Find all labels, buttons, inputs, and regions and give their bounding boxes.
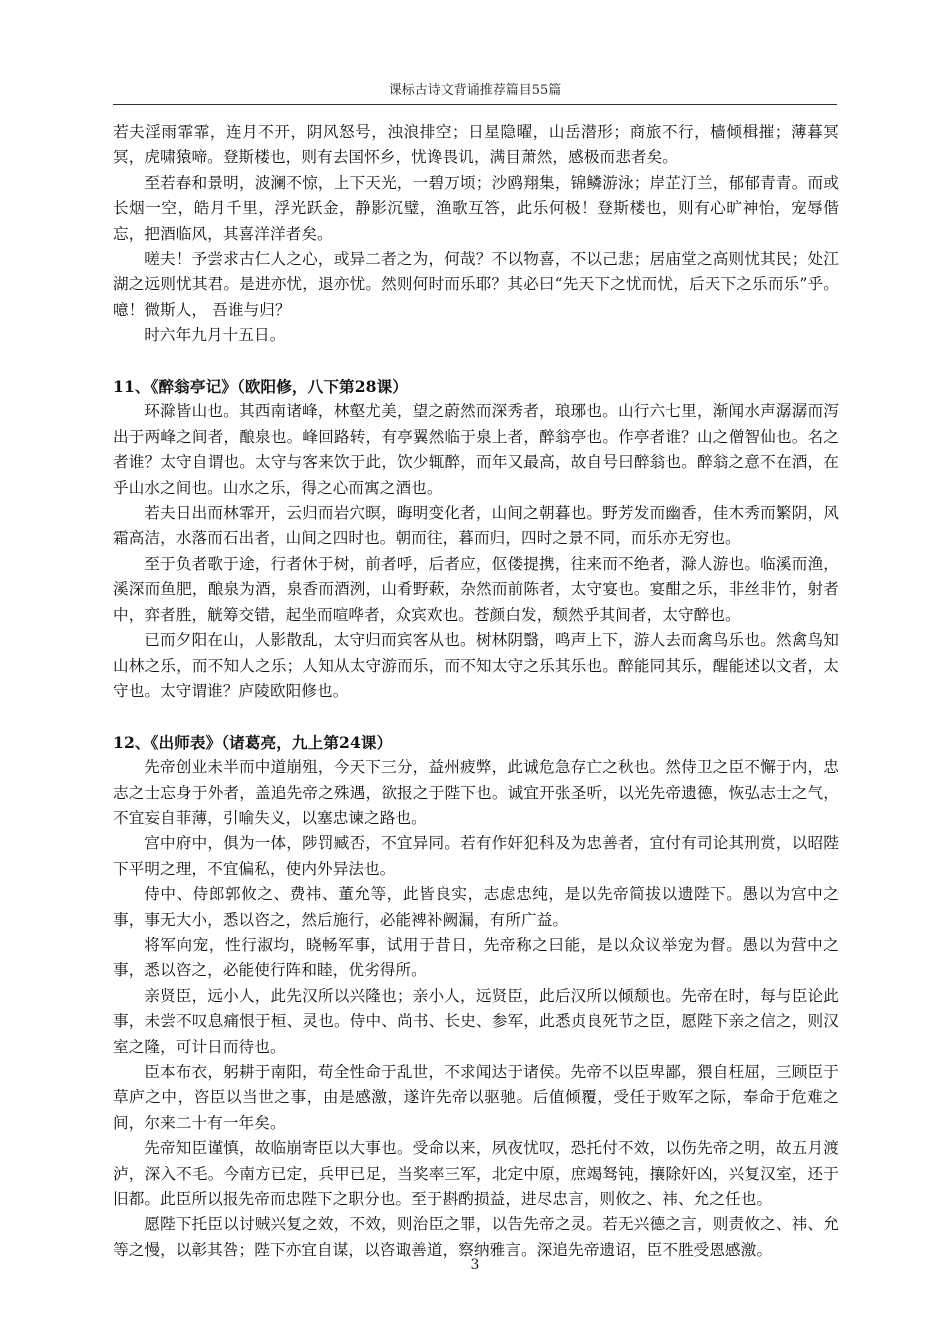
page-header: 课标古诗文背诵推荐篇目55篇 — [388, 83, 562, 98]
body-paragraph: 亲贤臣，远小人，此先汉所以兴隆也；亲小人，远贤臣，此后汉所以倾颓也。先帝在时，每与臣论此事，未尝不叹息痛恨于桓、灵也。侍中、尚书、长史、参军，此悉贞良死节之臣，愿陛下亲之信之，则汉室之隆，可计日而待也。 — [113, 986, 839, 1056]
body-paragraph: 愿陛下托臣以讨贼兴复之效，不效，则治臣之罪，以告先帝之灵。若无兴德之言，则责攸之、祎、允等之慢，以彰其咎；陛下亦宜自谋，以咨诹善道，察纳雅言。深追先帝遗诏，臣不胜受恩感激。 — [113, 1215, 839, 1259]
body-paragraph: 侍中、侍郎郭攸之、费祎、董允等，此皆良实，志虑忠纯，是以先帝简拔以遗陛下。愚以为宫中之事，事无大小，悉以咨之，然后施行，必能裨补阙漏，有所广益。 — [113, 885, 839, 929]
body-paragraph: 嗟夫！予尝求古仁人之心，或异二者之为，何哉？不以物喜，不以己悲；居庙堂之高则忧其民；处江湖之远则忧其君。是进亦忧，退亦忧。然则何时而乐耶？其必曰“先天下之忧而忧，后天下之乐而乐”乎。噫！微斯人， 吾谁与归？ — [113, 250, 839, 319]
body-paragraph: 至若春和景明，波澜不惊，上下天光，一碧万顷；沙鸥翔集，锦鳞游泳；岸芷汀兰，郁郁青青。而或长烟一空，皓月千里，浮光跃金，静影沉璧，渔歌互答，此乐何极！登斯楼也，则有心旷神怡，宠辱偕忘，把酒临风，其喜洋洋者矣。 — [113, 173, 839, 243]
body-paragraph: 时六年九月十五日。 — [144, 326, 286, 345]
body-paragraph: 先帝知臣谨慎，故临崩寄臣以大事也。受命以来，夙夜忧叹，恐托付不效，以伤先帝之明，故五月渡泸，深入不毛。今南方已定，兵甲已足，当奖率三军，北定中原，庶竭驽钝，攘除奸凶，兴复汉室，还于旧都。此臣所以报先帝而忠陛下之职分也。至于斟酌损益，进尽忠言，则攸之、祎、允之任也。 — [113, 1139, 839, 1209]
body-paragraph: 将军向宠，性行淑均，晓畅军事，试用于昔日，先帝称之曰能，是以众议举宠为督。愚以为营中之事，悉以咨之，必能使行阵和睦，优劣得所。 — [113, 935, 839, 980]
section-title: 12、《出师表》（诸葛亮，九上第24课） — [113, 732, 393, 752]
body-paragraph: 先帝创业未半而中道崩殂，今天下三分，益州疲弊，此诚危急存亡之秋也。然侍卫之臣不懈于内，忠志之士忘身于外者，盖追先帝之殊遇，欲报之于陛下也。诚宜开张圣听，以光先帝遗德，恢弘志士之气，不宜妄自菲薄，引喻失义，以塞忠谏之路也。 — [113, 758, 839, 827]
body-paragraph: 宫中府中，俱为一体，陟罚臧否，不宜异同。若有作奸犯科及为忠善者，宜付有司论其刑赏，以昭陛下平明之理，不宜偏私，使内外异法也。 — [113, 834, 839, 878]
body-paragraph: 若夫淫雨霏霏，连月不开，阴风怒号，浊浪排空；日星隐曜，山岳潜形；商旅不行，樯倾楫摧；薄暮冥冥，虎啸猿啼。登斯楼也，则有去国怀乡，忧谗畏讥，满目萧然，感极而悲者矣。 — [113, 123, 839, 167]
body-paragraph: 环滁皆山也。其西南诸峰，林壑尤美，望之蔚然而深秀者，琅琊也。山行六七里，渐闻水声潺潺而泻出于两峰之间者，酿泉也。峰回路转，有亭翼然临于泉上者，醉翁亭也。作亭者谁？山之僧智仙也。名之者谁？太守自谓也。太守与客来饮于此，饮少辄醉，而年又最高，故自号曰醉翁也。醉翁之意不在酒，在乎山水之间也。山水之乐，得之心而寓之酒也。 — [113, 402, 839, 497]
body-paragraph: 若夫日出而林霏开，云归而岩穴暝，晦明变化者，山间之朝暮也。野芳发而幽香，佳木秀而繁阴，风霜高洁，水落而石出者，山间之四时也。朝而往，暮而归，四时之景不同，而乐亦无穷也。 — [113, 504, 839, 548]
body-paragraph: 臣本布衣，躬耕于南阳，苟全性命于乱世，不求闻达于诸侯。先帝不以臣卑鄙，猥自枉屈，三顾臣于草庐之中，咨臣以当世之事，由是感激，遂许先帝以驱驰。后值倾覆，受任于败军之际，奉命于危难之间，尔来二十有一年矣。 — [113, 1063, 839, 1132]
page-number: 3 — [470, 1257, 480, 1273]
body-paragraph: 至于负者歌于途，行者休于树，前者呼，后者应，伛偻提携，往来而不绝者，滁人游也。临溪而渔，溪深而鱼肥，酿泉为酒，泉香而酒洌，山肴野蔌，杂然而前陈者，太守宴也。宴酣之乐，非丝非竹，射者中，弈者胜，觥筹交错，起坐而喧哗者，众宾欢也。苍颜白发，颓然乎其间者，太守醉也。 — [113, 554, 839, 624]
page-content — [113, 120, 839, 1263]
header-rule — [113, 104, 837, 105]
section-title: 11、《醉翁亭记》（欧阳修，八下第28课） — [113, 377, 408, 397]
body-paragraph: 已而夕阳在山，人影散乱，太守归而宾客从也。树林阴翳，鸣声上下，游人去而禽鸟乐也。然禽鸟知山林之乐，而不知人之乐；人知从太守游而乐，而不知太守之乐其乐也。醉能同其乐，醒能述以文者，太守也。太守谓谁？庐陵欧阳修也。 — [113, 631, 839, 700]
